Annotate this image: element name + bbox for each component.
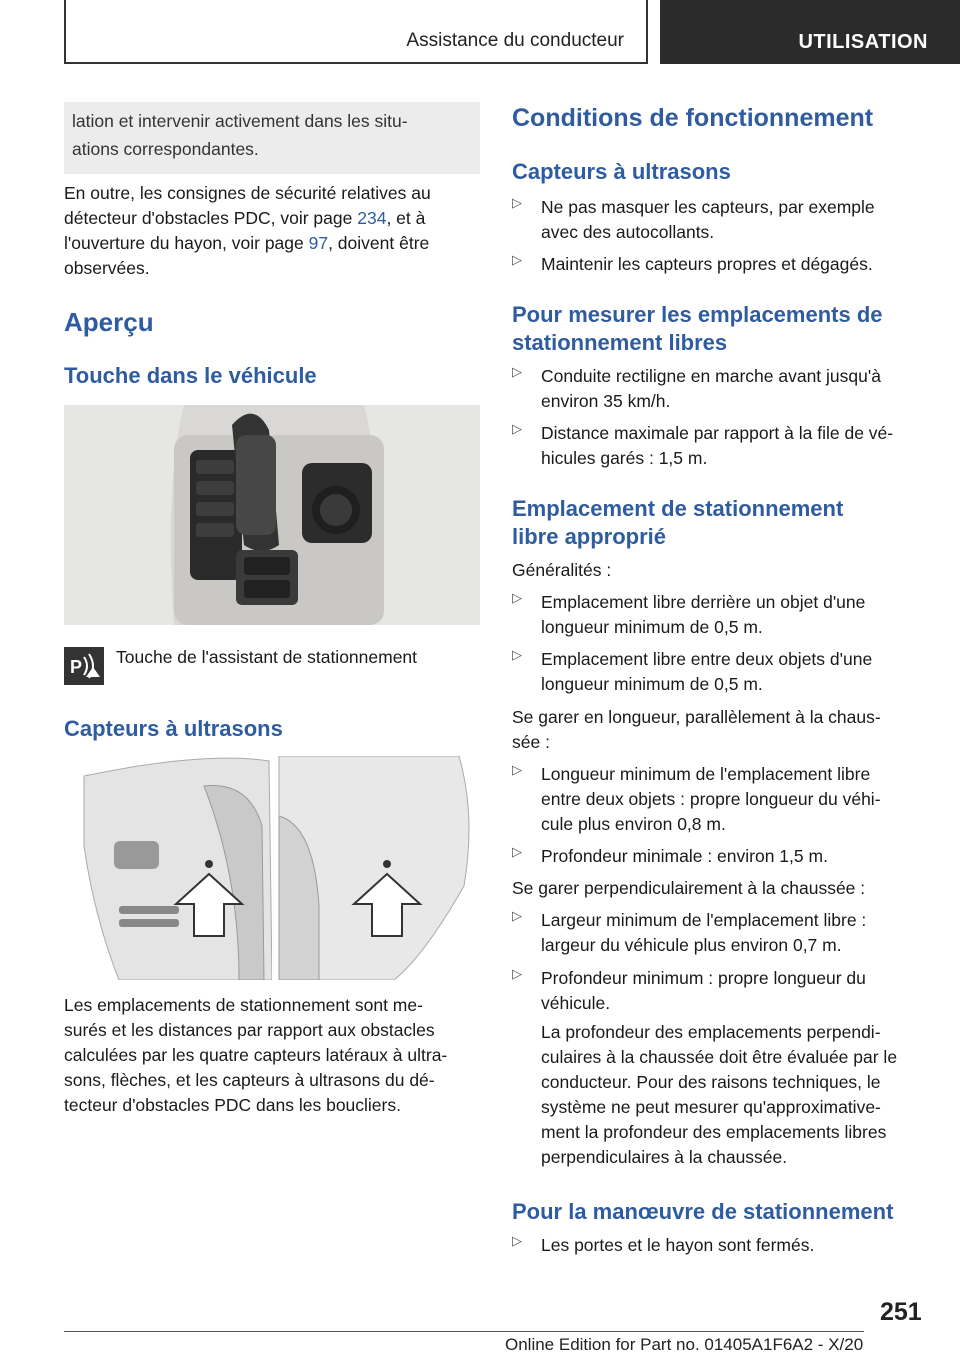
heading-emplacement: Emplacement de stationnement libre approprié — [512, 496, 844, 549]
header-section-title: Assistance du conducteur — [406, 30, 624, 51]
header-chapter-title: UTILISATION — [798, 31, 928, 53]
generalites-label: Généralités : — [512, 560, 612, 580]
garer-perpendiculaire-text: Se garer perpendiculairement à la chaussée : — [512, 878, 866, 898]
park-assist-button-icon — [64, 647, 104, 685]
perpendicular-note: La profondeur des emplacements perpendi- culaires à la chaussée doit être évaluée par le conducteur. Pour des raisons techniques, le système ne peut mesurer qu'approximative- ment la profondeur des emplacements libres perpendiculaires à la chaussée. — [541, 1022, 898, 1167]
heading-manoeuvre: Pour la manœuvre de stationnement — [512, 1199, 894, 1224]
header-section-box — [64, 0, 648, 64]
heading-capteurs-left: Capteurs à ultrasons — [64, 716, 283, 741]
heading-capteurs-right: Capteurs à ultrasons — [512, 159, 731, 184]
header-chapter-box — [660, 0, 960, 64]
heading-conditions: Conditions de fonctionnement — [512, 104, 874, 132]
page-number: 251 — [880, 1298, 922, 1326]
page-link-97[interactable]: 97 — [308, 233, 329, 253]
safety-paragraph: En outre, les consignes de sécurité relatives au détecteur d'obstacles PDC, voir page 234, et à l'ouverture du hayon, voir page 97, doivent être observées. — [64, 183, 431, 278]
sensors-description-paragraph: Les emplacements de stationnement sont me- surés et les distances par rapport aux obstacles calculées par les quatre capteurs latéraux à ultra- sons, flèches, et les capteurs à ultrasons du dé- tecteur d'obstacles PDC dans les boucliers. — [64, 995, 448, 1115]
ultrasonic-sensors-image — [64, 756, 480, 980]
page-link-234[interactable]: 234 — [357, 208, 387, 228]
footer-edition: Online Edition for Part no. 01405A1F6A2 - X/20 — [505, 1335, 864, 1354]
svg-text:P: P — [70, 657, 83, 677]
continued-note-box — [64, 102, 480, 174]
heading-apercu: Aperçu — [64, 307, 154, 337]
heading-touche-vehicule: Touche dans le véhicule — [64, 363, 317, 388]
center-console-image — [64, 405, 480, 625]
park-assist-button-caption: Touche de l'assistant de stationnement — [116, 647, 418, 667]
footer-divider — [64, 1331, 864, 1332]
heading-mesurer: Pour mesurer les emplacements de stationnement libres — [512, 302, 883, 355]
garer-longueur-text: Se garer en longueur, parallèlement à la chaus- sée : — [512, 707, 881, 752]
continued-note-text: lation et intervenir activement dans les situ- ations correspondantes. — [72, 111, 408, 159]
